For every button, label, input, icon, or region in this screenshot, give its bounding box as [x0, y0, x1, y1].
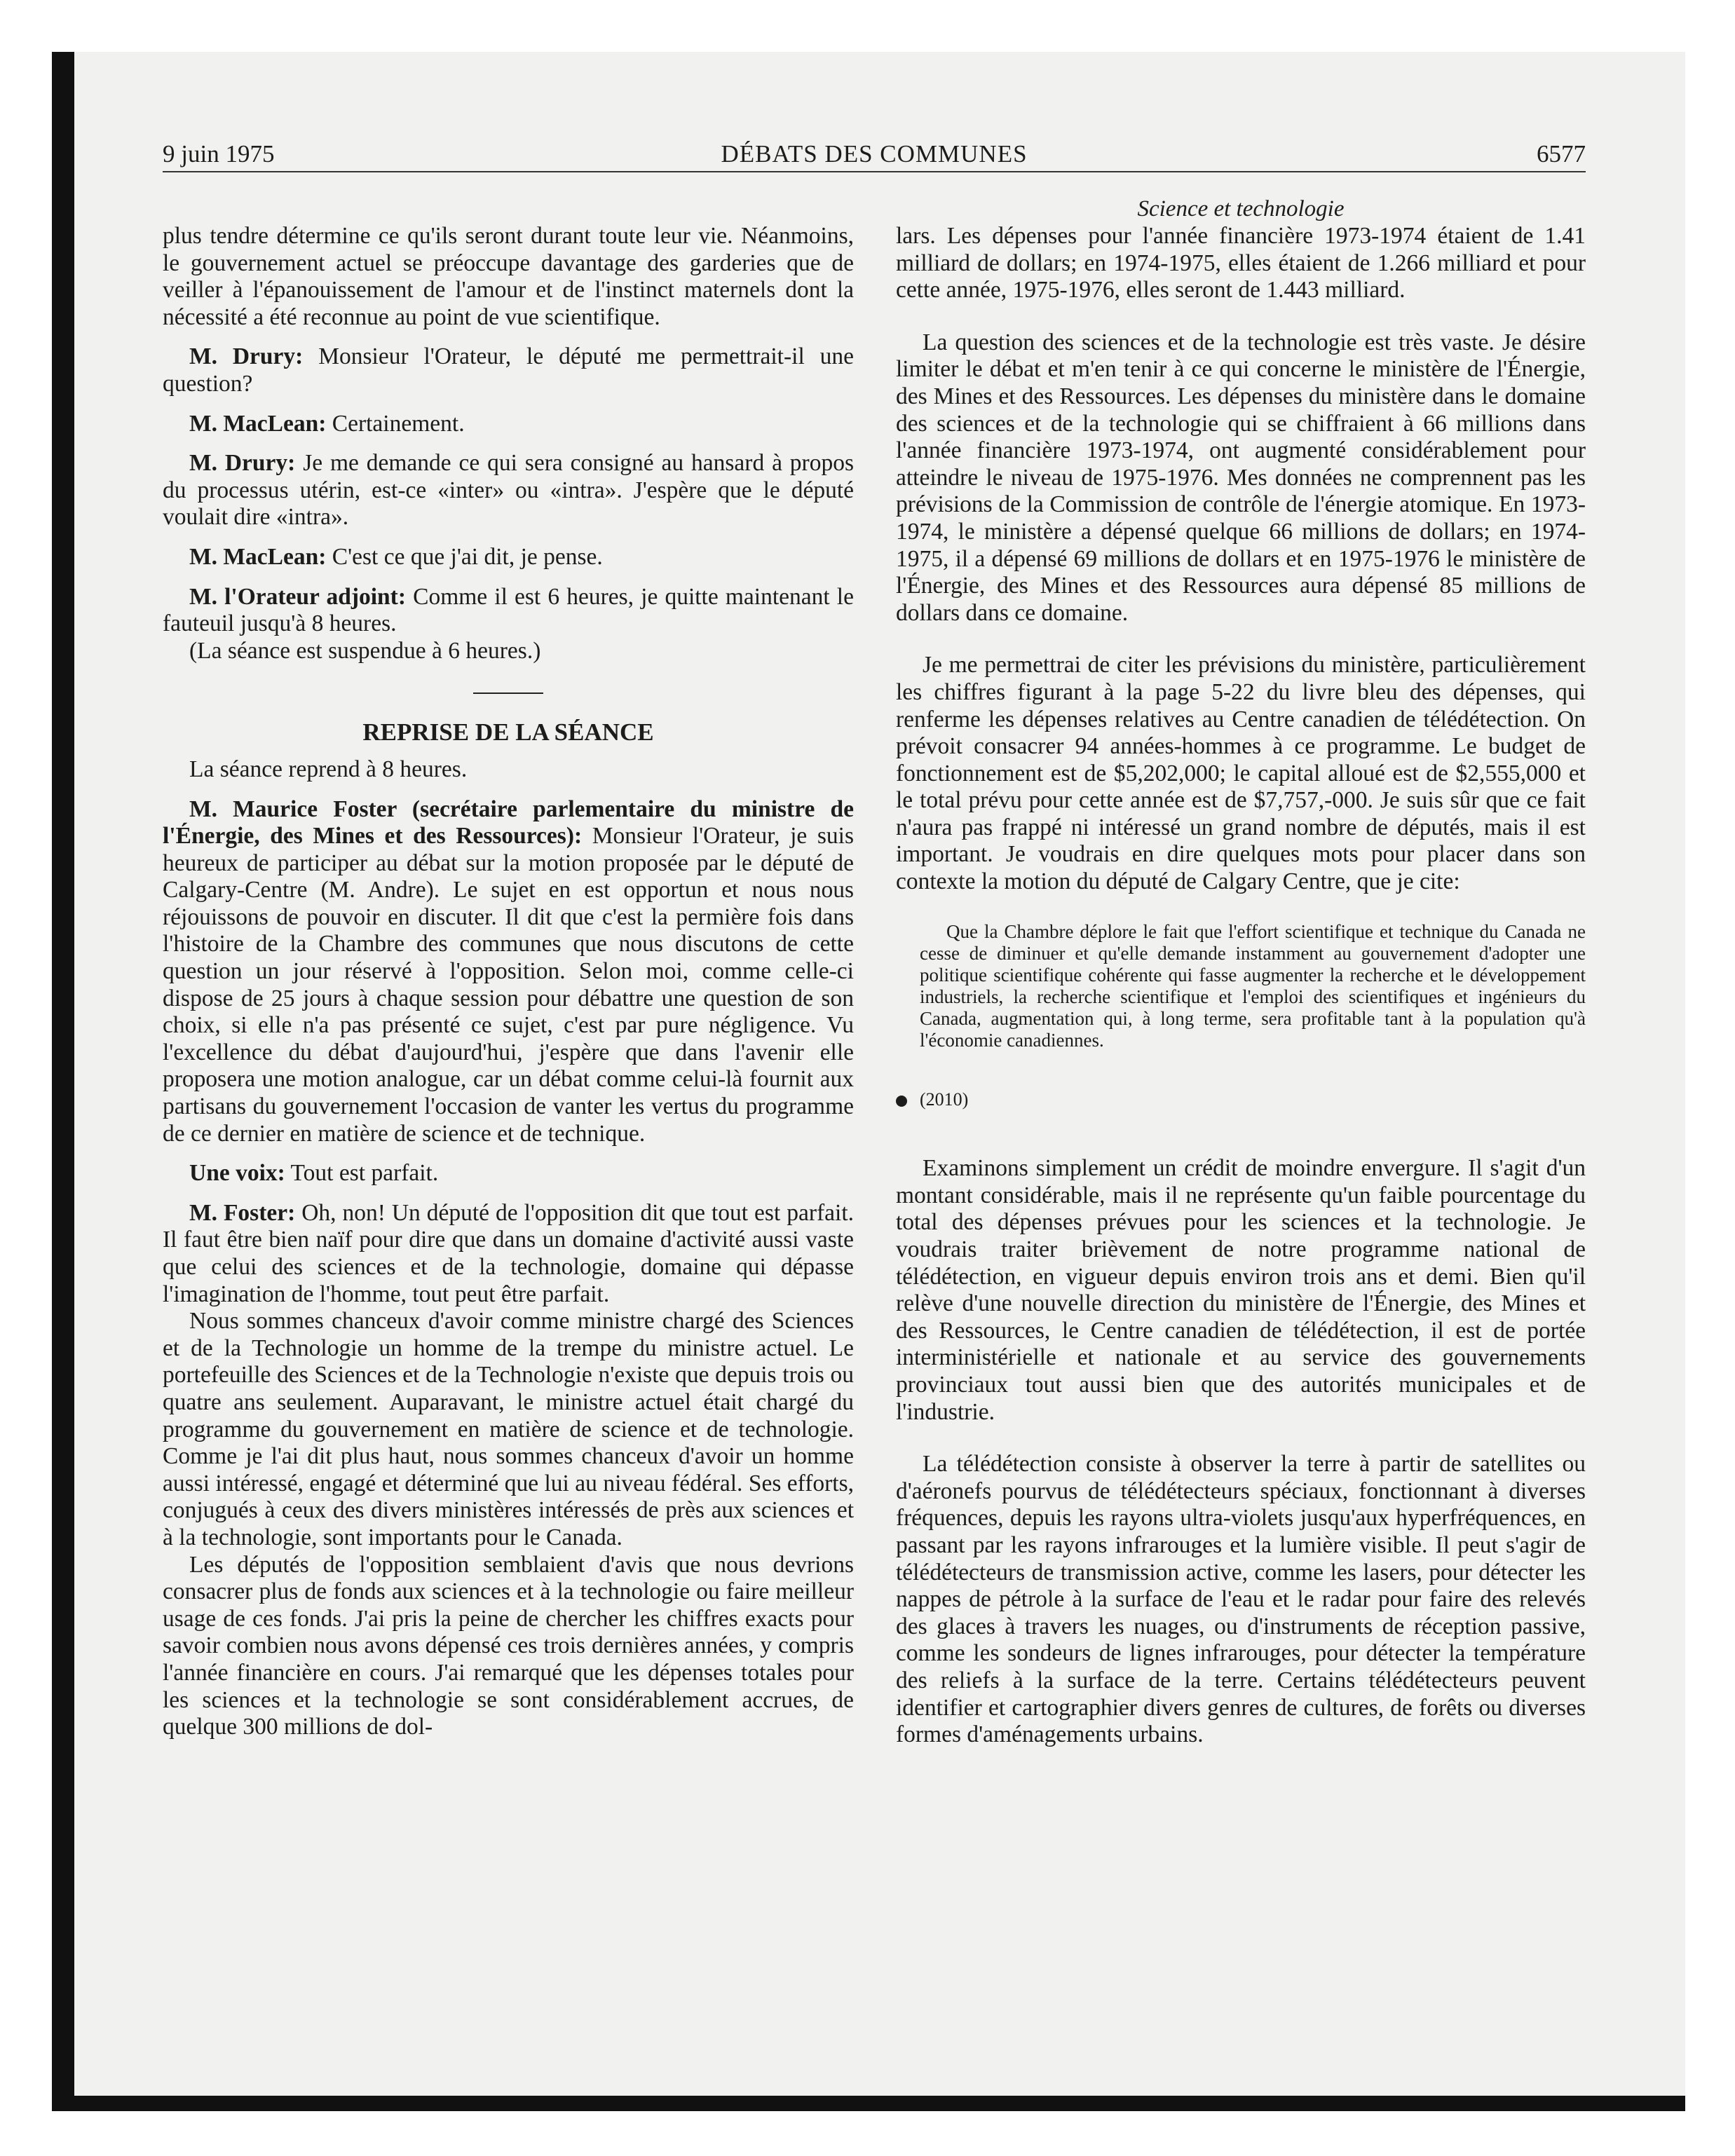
left-column	[163, 223, 854, 1741]
speech	[163, 1160, 854, 1187]
scan-border-left	[52, 52, 74, 2110]
time-marker	[896, 1086, 1586, 1114]
speech-text: Certainement.	[326, 410, 465, 437]
speech-text: C'est ce que j'ai dit, je pense.	[326, 543, 603, 570]
header-page-number: 6577	[1537, 140, 1586, 168]
speech	[163, 343, 854, 397]
time-marker-text: (2010)	[920, 1089, 969, 1110]
speaker-name: M. l'Orateur adjoint:	[189, 583, 406, 610]
scan-border-bottom	[52, 2096, 1685, 2111]
speech	[163, 584, 854, 638]
paragraph: Je me permettrai de citer les prévisions du ministère, particulièrement les chiffres figurant à la page 5-22 du livre bleu des dépenses, qui renferme les dépenses relatives au Centre canadien de télédétection. On prévoit consacrer 94 années-hommes à ce programme. Le budget de fonctionnement est de $5,202,000; le capital alloué est de $2,555,000 et le total prévu pour cette année est de $7,757,-000. Je suis sûr que ce fait n'aura pas frappé ni intéressé un grand nombre de députés, mais il est important. Je voudrais en dire quelques mots pour placer dans son contexte la motion du député de Calgary Centre, que je cite:	[896, 652, 1586, 895]
procedural-note: (La séance est suspendue à 6 heures.)	[189, 637, 541, 664]
section-divider	[473, 692, 543, 694]
speech	[163, 450, 854, 531]
page-header	[163, 137, 1586, 172]
speaker-name: M. MacLean:	[189, 543, 327, 570]
speech-text: Monsieur l'Orateur, je suis heureux de participer au débat sur la motion proposée par le député de Calgary-Centre (M. Andre). Le sujet en est opportun et nous nous réjouissons de pouvoir en discuter. Il dit que c'est la permière fois dans l'histoire de la Chambre des communes que nous discutons de cette question un jour réservé à l'opposition. Selon moi, comme celle-ci dispose de 25 jours à chaque session pour débattre une question de son choix, si elle n'a pas présenté ce sujet, c'est par pure négligence. Vu l'excellence du débat d'aujourd'hui, j'espère que dans l'avenir elle proposera une motion analogue, car un débat comme celui-là fournit aux partisans du gouvernement l'occasion de vanter les vertus du programme de ce dernier en matière de science et de technique.	[163, 823, 854, 1147]
paragraph: Nous sommes chanceux d'avoir comme ministre chargé des Sciences et de la Technologie un homme de la trempe du ministre actuel. Le portefeuille des Sciences et de la Technologie n'existe que depuis trois ou quatre ans seulement. Auparavant, le ministre actuel était chargé du programme du gouvernement en matière de science et de technologie. Comme je l'ai dit plus haut, nous sommes chanceux d'avoir un homme aussi intéressé, engagé et déterminé que lui au niveau fédéral. Ses efforts, conjugués à ceux des divers ministères intéressés de près aux sciences et à la technologie, sont importants pour le Canada.	[163, 1308, 854, 1550]
motion-quote: Que la Chambre déplore le fait que l'effort scientifique et technique du Canada ne cesse de diminuer et qu'elle demande instamment au gouvernement d'adopter une politique scientifique cohérente qui fasse augmenter la recherche et le développement industriels, la recherche scientifique et l'emploi des scientifiques et ingénieurs du Canada, augmentation qui, à long terme, sera profitable tant à la population qu'à l'économie canadiennes.	[920, 920, 1586, 1051]
speech	[163, 1200, 854, 1308]
speech	[163, 411, 854, 438]
paragraph: La télédétection consiste à observer la terre à partir de satellites ou d'aéronefs pourvus de télédétecteurs spéciaux, fonctionnant à diverses fréquences, depuis les rayons ultra-violets jusqu'aux hyperfréquences, en passant par les rayons infrarouges et la lumière visible. Il peut s'agir de télédétecteurs de transmission active, comme les lasers, pour détecter les nappes de pétrole à la surface de l'eau et le radar pour faire des relevés des glaces à travers les nuages, ou d'instruments de réception passive, comme les sondeurs de lignes infrarouges, pour détecter la température des reliefs à la surface de la terre. Certains télédétecteurs peuvent identifier et cartographier divers genres de cultures, de forêts ou diverses formes d'aménagements urbains.	[896, 1451, 1586, 1748]
header-date: 9 juin 1975	[163, 140, 275, 168]
speaker-name: M. Drury:	[189, 450, 296, 477]
speech	[163, 796, 854, 1148]
speaker-name: M. Drury:	[189, 343, 304, 370]
header-rule	[163, 171, 1586, 172]
speaker-name: M. MacLean:	[189, 410, 327, 437]
speech-text: Monsieur l'Orateur, le député me permettrait-il une question?	[163, 343, 855, 397]
paragraph: La question des sciences et de la technologie est très vaste. Je désire limiter le débat et m'en tenir à ce qui concerne le ministère de l'Énergie, des Mines et des Ressources. Les dépenses du ministère dans le domaine des sciences et de la technologie qui se chiffraient à 66 millions dans l'année financière 1973-1974, ont augmenté considérablement pour atteindre le niveau de 1975-1976. Mes données ne comprennent pas les prévisions de la Commission de contrôle de l'énergie atomique. En 1973-1974, le ministère a dépensé quelque 66 millions de dollars; en 1974-1975, il a dépensé 69 millions de dollars et en 1975-1976 le ministère de l'Énergie, des Mines et des Ressources aura dépensé 85 millions de dollars dans ce domaine.	[896, 329, 1586, 626]
procedural-note: La séance reprend à 8 heures.	[189, 756, 468, 782]
paragraph: lars. Les dépenses pour l'année financière 1973-1974 étaient de 1.41 milliard de dollars; en 1974-1975, elles étaient de 1.266 milliard et pour cette année, 1975-1976, elles seront de 1.443 milliard.	[896, 223, 1586, 303]
speech-text: Comme il est 6 heures, je quitte maintenant le fauteuil jusqu'à 8 heures.	[163, 583, 854, 637]
running-head: Science et technologie	[1137, 196, 1345, 221]
speaker-name: Une voix:	[189, 1160, 285, 1187]
section-heading: REPRISE DE LA SÉANCE	[362, 718, 654, 746]
speaker-name: M. Foster:	[189, 1199, 296, 1226]
paragraph: Examinons simplement un crédit de moindre envergure. Il s'agit d'un montant considérable, mais il ne représente qu'un faible pourcentage du total des dépenses prévues pour les sciences et la technologie. Je voudrais traiter brièvement de notre programme national de télédétection, en vigueur depuis environ trois ans et demi. Bien qu'il relève d'une nouvelle direction du ministère de l'Énergie, des Mines et des Ressources, le Centre canadien de télédétection, il est de portée interministérielle et nationale et au service des gouvernements provinciaux tout aussi bien que des autorités municipales et de l'industrie.	[896, 1155, 1586, 1425]
speaker-name: M. Maurice Foster (secrétaire parlementaire du ministre de l'Énergie, des Mines et des Ressources):	[163, 796, 854, 850]
paragraph: plus tendre détermine ce qu'ils seront durant toute leur vie. Néanmoins, le gouvernement actuel se préoccupe davantage des garderies que de veiller à l'épanouissement de l'amour et de l'instinct maternels dont la nécessité a été reconnue au point de vue scientifique.	[163, 223, 854, 330]
speech-text: Je me demande ce qui sera consigné au hansard à propos du processus utérin, est-ce «inter» ou «intra». J'espère que le député voulait dire «intra».	[163, 450, 854, 531]
speech-text: Oh, non! Un député de l'opposition dit que tout est parfait. Il faut être bien naïf pour dire que dans un domaine d'activité aussi vaste que celui des sciences et de la technologie, domaine qui dépasse l'imagination de l'homme, tout peut être parfait.	[163, 1199, 854, 1307]
speech	[163, 544, 854, 571]
header-title: DÉBATS DES COMMUNES	[721, 140, 1028, 168]
paragraph: Les députés de l'opposition semblaient d'avis que nous devrions consacrer plus de fonds aux sciences et à la technologie ou faire meilleur usage de ces fonds. J'ai pris la peine de chercher les chiffres exacts pour savoir combien nous avons dépensé ces trois dernières années, y compris l'année financière en cours. J'ai remarqué que les dépenses totales pour les sciences et la technologie se sont considérablement accrues, de quelque 300 millions de dol-	[163, 1551, 854, 1740]
speech-text: Tout est parfait.	[285, 1160, 439, 1187]
right-column	[896, 223, 1586, 1749]
bullet-icon	[896, 1096, 907, 1107]
